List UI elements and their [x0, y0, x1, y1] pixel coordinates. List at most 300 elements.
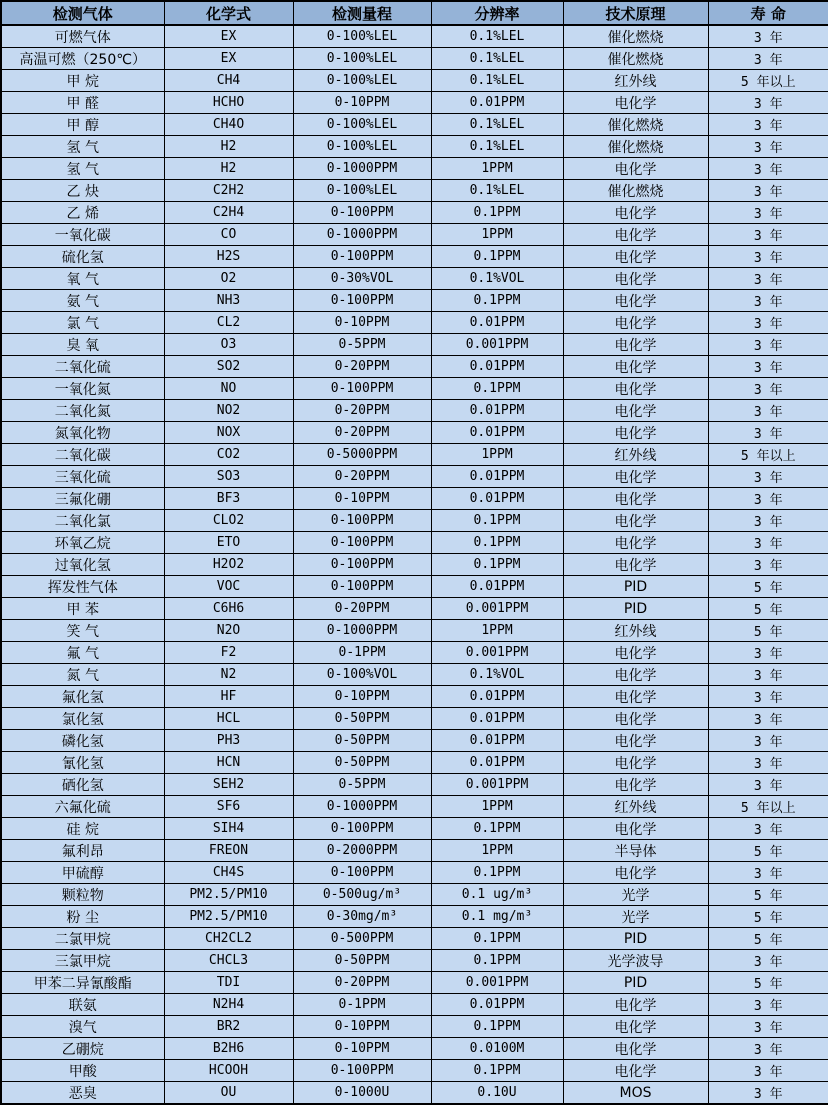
header-resolution: 分辨率: [431, 1, 563, 25]
cell-range: 0-50PPM: [293, 708, 431, 730]
cell-range: 0-100PPM: [293, 1060, 431, 1082]
cell-principle: 电化学: [563, 532, 708, 554]
table-row: [1, 136, 828, 158]
cell-principle: PID: [563, 576, 708, 598]
cell-principle: 电化学: [563, 422, 708, 444]
cell-range: 0-20PPM: [293, 598, 431, 620]
cell-principle: 红外线: [563, 444, 708, 466]
cell-range: 0-50PPM: [293, 752, 431, 774]
cell-resolution: 0.01PPM: [431, 422, 563, 444]
cell-principle: 电化学: [563, 686, 708, 708]
table-row: [1, 180, 828, 202]
table-row: [1, 1038, 828, 1060]
cell-formula: CH4: [164, 70, 293, 92]
cell-principle: 电化学: [563, 312, 708, 334]
cell-range: 0-20PPM: [293, 972, 431, 994]
cell-resolution: 0.1%LEL: [431, 180, 563, 202]
table-row: [1, 576, 828, 598]
cell-resolution: 0.01PPM: [431, 994, 563, 1016]
cell-lifespan: 3 年: [708, 378, 828, 400]
cell-gas-name: 挥发性气体: [1, 576, 164, 598]
cell-formula: H2: [164, 136, 293, 158]
table-row: [1, 246, 828, 268]
cell-range: 0-100%LEL: [293, 136, 431, 158]
table-row: [1, 840, 828, 862]
cell-gas-name: 氢 气: [1, 158, 164, 180]
cell-principle: 电化学: [563, 378, 708, 400]
cell-gas-name: 甲酸: [1, 1060, 164, 1082]
cell-lifespan: 3 年: [708, 466, 828, 488]
cell-principle: 催化燃烧: [563, 180, 708, 202]
cell-principle: 电化学: [563, 818, 708, 840]
table-row: [1, 378, 828, 400]
cell-formula: EX: [164, 25, 293, 48]
table-row: [1, 1082, 828, 1105]
cell-resolution: 0.1%VOL: [431, 664, 563, 686]
cell-lifespan: 3 年: [708, 180, 828, 202]
cell-range: 0-10PPM: [293, 1016, 431, 1038]
cell-formula: BR2: [164, 1016, 293, 1038]
cell-lifespan: 3 年: [708, 994, 828, 1016]
cell-gas-name: 一氧化碳: [1, 224, 164, 246]
cell-gas-name: 甲 苯: [1, 598, 164, 620]
cell-range: 0-1000PPM: [293, 224, 431, 246]
cell-range: 0-100PPM: [293, 532, 431, 554]
table-row: [1, 818, 828, 840]
table-row: [1, 774, 828, 796]
cell-principle: 电化学: [563, 664, 708, 686]
cell-resolution: 0.01PPM: [431, 730, 563, 752]
table-row: [1, 158, 828, 180]
cell-lifespan: 3 年: [708, 246, 828, 268]
cell-principle: 电化学: [563, 92, 708, 114]
cell-principle: 电化学: [563, 510, 708, 532]
cell-resolution: 0.001PPM: [431, 334, 563, 356]
cell-lifespan: 5 年以上: [708, 70, 828, 92]
table-row: [1, 400, 828, 422]
cell-gas-name: 三氟化硼: [1, 488, 164, 510]
cell-gas-name: 氟 气: [1, 642, 164, 664]
cell-resolution: 0.01PPM: [431, 400, 563, 422]
cell-resolution: 0.01PPM: [431, 312, 563, 334]
cell-principle: 电化学: [563, 708, 708, 730]
cell-resolution: 0.1PPM: [431, 378, 563, 400]
cell-lifespan: 3 年: [708, 136, 828, 158]
cell-gas-name: 高温可燃（250℃）: [1, 48, 164, 70]
table-row: [1, 554, 828, 576]
cell-principle: 催化燃烧: [563, 114, 708, 136]
cell-formula: C2H4: [164, 202, 293, 224]
cell-lifespan: 3 年: [708, 686, 828, 708]
cell-range: 0-30%VOL: [293, 268, 431, 290]
cell-formula: C6H6: [164, 598, 293, 620]
cell-gas-name: 一氧化氮: [1, 378, 164, 400]
cell-range: 0-100%LEL: [293, 180, 431, 202]
cell-range: 0-1000U: [293, 1082, 431, 1105]
cell-resolution: 1PPM: [431, 840, 563, 862]
cell-gas-name: 氨 气: [1, 290, 164, 312]
cell-formula: B2H6: [164, 1038, 293, 1060]
cell-gas-name: 甲苯二异氰酸酯: [1, 972, 164, 994]
cell-formula: PM2.5/PM10: [164, 906, 293, 928]
cell-gas-name: 氟化氢: [1, 686, 164, 708]
cell-resolution: 0.1PPM: [431, 950, 563, 972]
cell-gas-name: 乙 炔: [1, 180, 164, 202]
cell-resolution: 0.10U: [431, 1082, 563, 1105]
cell-resolution: 0.01PPM: [431, 708, 563, 730]
cell-principle: 光学波导: [563, 950, 708, 972]
cell-gas-name: 过氧化氢: [1, 554, 164, 576]
header-gas: 检测气体: [1, 1, 164, 25]
table-row: [1, 25, 828, 48]
cell-formula: CO2: [164, 444, 293, 466]
cell-resolution: 0.1%VOL: [431, 268, 563, 290]
cell-range: 0-1000PPM: [293, 158, 431, 180]
cell-range: 0-100%LEL: [293, 70, 431, 92]
table-row: [1, 796, 828, 818]
table-row: [1, 686, 828, 708]
cell-lifespan: 3 年: [708, 664, 828, 686]
cell-range: 0-100PPM: [293, 378, 431, 400]
table-row: [1, 532, 828, 554]
cell-lifespan: 3 年: [708, 1060, 828, 1082]
cell-lifespan: 3 年: [708, 48, 828, 70]
cell-gas-name: 环氧乙烷: [1, 532, 164, 554]
cell-resolution: 0.01PPM: [431, 576, 563, 598]
cell-principle: 电化学: [563, 994, 708, 1016]
cell-range: 0-100%LEL: [293, 25, 431, 48]
cell-formula: CH2CL2: [164, 928, 293, 950]
table-row: [1, 290, 828, 312]
table-row: [1, 972, 828, 994]
cell-lifespan: 3 年: [708, 400, 828, 422]
header-principle: 技术原理: [563, 1, 708, 25]
table-row: [1, 70, 828, 92]
cell-resolution: 1PPM: [431, 444, 563, 466]
header-formula: 化学式: [164, 1, 293, 25]
cell-formula: H2: [164, 158, 293, 180]
cell-principle: 电化学: [563, 334, 708, 356]
cell-lifespan: 5 年: [708, 972, 828, 994]
cell-lifespan: 5 年: [708, 884, 828, 906]
cell-range: 0-30mg/m³: [293, 906, 431, 928]
table-row: [1, 356, 828, 378]
cell-range: 0-5PPM: [293, 774, 431, 796]
cell-range: 0-500PPM: [293, 928, 431, 950]
cell-lifespan: 3 年: [708, 422, 828, 444]
cell-range: 0-100PPM: [293, 818, 431, 840]
cell-range: 0-1000PPM: [293, 620, 431, 642]
table-row: [1, 92, 828, 114]
cell-formula: SF6: [164, 796, 293, 818]
cell-principle: 催化燃烧: [563, 48, 708, 70]
cell-lifespan: 3 年: [708, 642, 828, 664]
cell-resolution: 0.1%LEL: [431, 114, 563, 136]
cell-formula: BF3: [164, 488, 293, 510]
cell-range: 0-1000PPM: [293, 796, 431, 818]
cell-lifespan: 3 年: [708, 708, 828, 730]
cell-range: 0-50PPM: [293, 730, 431, 752]
cell-resolution: 0.1PPM: [431, 554, 563, 576]
header-range: 检测量程: [293, 1, 431, 25]
cell-gas-name: 硫化氢: [1, 246, 164, 268]
table-row: [1, 312, 828, 334]
cell-formula: F2: [164, 642, 293, 664]
cell-range: 0-5PPM: [293, 334, 431, 356]
cell-gas-name: 六氟化硫: [1, 796, 164, 818]
table-row: [1, 620, 828, 642]
cell-resolution: 0.1PPM: [431, 290, 563, 312]
table-row: [1, 510, 828, 532]
cell-lifespan: 3 年: [708, 774, 828, 796]
cell-gas-name: 溴气: [1, 1016, 164, 1038]
cell-formula: HCOOH: [164, 1060, 293, 1082]
cell-lifespan: 5 年: [708, 576, 828, 598]
cell-range: 0-100%VOL: [293, 664, 431, 686]
table-row: [1, 114, 828, 136]
cell-formula: CL2: [164, 312, 293, 334]
cell-resolution: 0.1PPM: [431, 1060, 563, 1082]
cell-lifespan: 3 年: [708, 1016, 828, 1038]
table-row: [1, 334, 828, 356]
table-row: [1, 444, 828, 466]
cell-resolution: 1PPM: [431, 796, 563, 818]
cell-gas-name: 甲硫醇: [1, 862, 164, 884]
cell-formula: VOC: [164, 576, 293, 598]
cell-resolution: 0.1PPM: [431, 818, 563, 840]
cell-gas-name: 甲 醇: [1, 114, 164, 136]
cell-lifespan: 3 年: [708, 488, 828, 510]
cell-formula: CH4S: [164, 862, 293, 884]
table-header-row: [1, 1, 828, 25]
cell-formula: NO: [164, 378, 293, 400]
cell-lifespan: 3 年: [708, 334, 828, 356]
table-row: [1, 1060, 828, 1082]
cell-range: 0-1PPM: [293, 994, 431, 1016]
cell-gas-name: 磷化氢: [1, 730, 164, 752]
cell-range: 0-10PPM: [293, 312, 431, 334]
cell-lifespan: 3 年: [708, 25, 828, 48]
cell-gas-name: 硅 烷: [1, 818, 164, 840]
cell-principle: 催化燃烧: [563, 25, 708, 48]
table-row: [1, 598, 828, 620]
cell-range: 0-10PPM: [293, 686, 431, 708]
cell-principle: 电化学: [563, 774, 708, 796]
table-row: [1, 928, 828, 950]
cell-lifespan: 5 年: [708, 928, 828, 950]
cell-resolution: 1PPM: [431, 158, 563, 180]
cell-resolution: 0.01PPM: [431, 752, 563, 774]
cell-formula: NO2: [164, 400, 293, 422]
cell-gas-name: 乙硼烷: [1, 1038, 164, 1060]
cell-lifespan: 5 年: [708, 598, 828, 620]
cell-gas-name: 三氧化硫: [1, 466, 164, 488]
cell-gas-name: 臭 氧: [1, 334, 164, 356]
table-row: [1, 994, 828, 1016]
cell-gas-name: 氢 气: [1, 136, 164, 158]
cell-lifespan: 5 年: [708, 840, 828, 862]
cell-principle: PID: [563, 928, 708, 950]
table-row: [1, 268, 828, 290]
cell-formula: CH4O: [164, 114, 293, 136]
table-row: [1, 422, 828, 444]
cell-gas-name: 二氧化氯: [1, 510, 164, 532]
cell-gas-name: 颗粒物: [1, 884, 164, 906]
table-row: [1, 906, 828, 928]
cell-formula: FREON: [164, 840, 293, 862]
cell-formula: HCN: [164, 752, 293, 774]
cell-lifespan: 3 年: [708, 92, 828, 114]
table-row: [1, 488, 828, 510]
cell-resolution: 0.1PPM: [431, 1016, 563, 1038]
cell-formula: HCL: [164, 708, 293, 730]
cell-gas-name: 氮 气: [1, 664, 164, 686]
cell-resolution: 0.0100M: [431, 1038, 563, 1060]
cell-formula: SEH2: [164, 774, 293, 796]
cell-gas-name: 氯 气: [1, 312, 164, 334]
table-row: [1, 202, 828, 224]
cell-principle: 红外线: [563, 70, 708, 92]
cell-lifespan: 3 年: [708, 730, 828, 752]
cell-lifespan: 3 年: [708, 862, 828, 884]
cell-principle: 电化学: [563, 400, 708, 422]
cell-formula: TDI: [164, 972, 293, 994]
cell-principle: 电化学: [563, 1038, 708, 1060]
table-row: [1, 950, 828, 972]
cell-resolution: 1PPM: [431, 620, 563, 642]
cell-formula: O2: [164, 268, 293, 290]
cell-resolution: 0.1PPM: [431, 928, 563, 950]
cell-gas-name: 氯化氢: [1, 708, 164, 730]
cell-lifespan: 3 年: [708, 950, 828, 972]
cell-formula: N2H4: [164, 994, 293, 1016]
cell-principle: 红外线: [563, 620, 708, 642]
cell-principle: MOS: [563, 1082, 708, 1105]
cell-resolution: 0.01PPM: [431, 466, 563, 488]
cell-gas-name: 二氧化碳: [1, 444, 164, 466]
cell-range: 0-20PPM: [293, 422, 431, 444]
table-row: [1, 708, 828, 730]
cell-gas-name: 二氯甲烷: [1, 928, 164, 950]
cell-formula: PM2.5/PM10: [164, 884, 293, 906]
cell-range: 0-100PPM: [293, 202, 431, 224]
table-body: [1, 25, 828, 1104]
cell-gas-name: 恶臭: [1, 1082, 164, 1105]
cell-principle: PID: [563, 598, 708, 620]
cell-gas-name: 二氧化氮: [1, 400, 164, 422]
cell-resolution: 0.01PPM: [431, 356, 563, 378]
cell-gas-name: 甲 烷: [1, 70, 164, 92]
cell-range: 0-1PPM: [293, 642, 431, 664]
cell-principle: 电化学: [563, 642, 708, 664]
cell-range: 0-100PPM: [293, 576, 431, 598]
cell-lifespan: 3 年: [708, 312, 828, 334]
cell-range: 0-100PPM: [293, 246, 431, 268]
cell-principle: 电化学: [563, 862, 708, 884]
cell-resolution: 0.01PPM: [431, 92, 563, 114]
cell-lifespan: 3 年: [708, 202, 828, 224]
cell-formula: SO2: [164, 356, 293, 378]
cell-lifespan: 3 年: [708, 1038, 828, 1060]
cell-lifespan: 3 年: [708, 158, 828, 180]
cell-lifespan: 3 年: [708, 268, 828, 290]
cell-range: 0-20PPM: [293, 400, 431, 422]
cell-formula: H2S: [164, 246, 293, 268]
table-row: [1, 224, 828, 246]
cell-formula: O3: [164, 334, 293, 356]
cell-principle: 光学: [563, 906, 708, 928]
cell-gas-name: 硒化氢: [1, 774, 164, 796]
cell-range: 0-2000PPM: [293, 840, 431, 862]
cell-resolution: 0.1%LEL: [431, 70, 563, 92]
cell-lifespan: 5 年以上: [708, 796, 828, 818]
cell-formula: H2O2: [164, 554, 293, 576]
cell-gas-name: 氰化氢: [1, 752, 164, 774]
cell-gas-name: 粉 尘: [1, 906, 164, 928]
cell-lifespan: 5 年以上: [708, 444, 828, 466]
cell-resolution: 0.1PPM: [431, 510, 563, 532]
table-row: [1, 642, 828, 664]
cell-resolution: 1PPM: [431, 224, 563, 246]
cell-lifespan: 3 年: [708, 752, 828, 774]
cell-lifespan: 5 年: [708, 620, 828, 642]
cell-principle: 电化学: [563, 224, 708, 246]
cell-gas-name: 氧 气: [1, 268, 164, 290]
cell-principle: 半导体: [563, 840, 708, 862]
table-row: [1, 664, 828, 686]
cell-lifespan: 3 年: [708, 510, 828, 532]
cell-principle: 电化学: [563, 730, 708, 752]
cell-formula: PH3: [164, 730, 293, 752]
cell-formula: CHCL3: [164, 950, 293, 972]
cell-principle: 红外线: [563, 796, 708, 818]
cell-principle: 光学: [563, 884, 708, 906]
cell-formula: C2H2: [164, 180, 293, 202]
cell-principle: 电化学: [563, 268, 708, 290]
cell-gas-name: 联氨: [1, 994, 164, 1016]
cell-gas-name: 笑 气: [1, 620, 164, 642]
cell-formula: ETO: [164, 532, 293, 554]
cell-range: 0-5000PPM: [293, 444, 431, 466]
cell-formula: N2: [164, 664, 293, 686]
cell-resolution: 0.01PPM: [431, 488, 563, 510]
cell-resolution: 0.1PPM: [431, 532, 563, 554]
cell-lifespan: 3 年: [708, 356, 828, 378]
cell-principle: 电化学: [563, 202, 708, 224]
cell-resolution: 0.001PPM: [431, 972, 563, 994]
cell-formula: HF: [164, 686, 293, 708]
cell-range: 0-100PPM: [293, 290, 431, 312]
cell-resolution: 0.1 ug/m³: [431, 884, 563, 906]
cell-principle: 催化燃烧: [563, 136, 708, 158]
table-row: [1, 862, 828, 884]
cell-lifespan: 3 年: [708, 554, 828, 576]
cell-principle: 电化学: [563, 158, 708, 180]
table-row: [1, 752, 828, 774]
cell-gas-name: 甲 醛: [1, 92, 164, 114]
cell-gas-name: 氟利昂: [1, 840, 164, 862]
cell-principle: 电化学: [563, 290, 708, 312]
table-row: [1, 1016, 828, 1038]
cell-principle: 电化学: [563, 246, 708, 268]
table-row: [1, 48, 828, 70]
cell-principle: PID: [563, 972, 708, 994]
cell-range: 0-100%LEL: [293, 114, 431, 136]
cell-range: 0-10PPM: [293, 1038, 431, 1060]
cell-resolution: 0.1 mg/m³: [431, 906, 563, 928]
cell-range: 0-100PPM: [293, 510, 431, 532]
cell-gas-name: 三氯甲烷: [1, 950, 164, 972]
